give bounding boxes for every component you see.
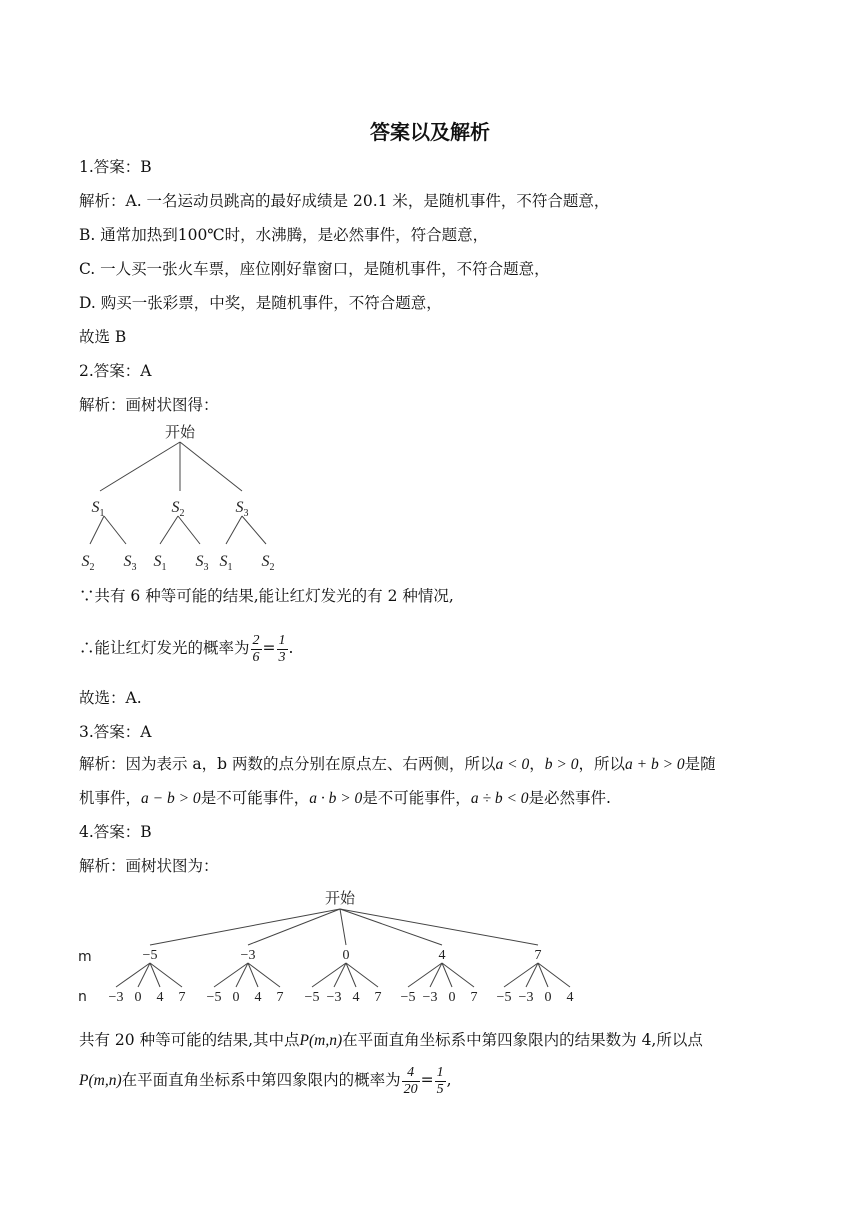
q3-text: 是必然事件.	[528, 789, 611, 807]
q4-frac2-den: 5	[436, 1081, 444, 1097]
q1-option-c: C. 一人买一张火车票，座位刚好靠窗口，是随机事件，不符合题意，	[79, 260, 550, 278]
q2-line-1: ∵共有 6 种等可能的结果,能让红灯发光的有 2 种情况,	[79, 587, 454, 605]
q2-fraction-2	[277, 633, 288, 666]
q2-frac2-den: 3	[278, 649, 286, 665]
q1-option-b: B. 通常加热到100℃时，水沸腾，是必然事件，符合题意，	[79, 226, 489, 244]
q2-probability-prefix: ∴能让红灯发光的概率为	[79, 639, 250, 657]
q3-expr: a + b > 0	[625, 756, 685, 773]
q4-text: 在平面直角坐标系中第四象限内的结果数为 4,所以点	[342, 1031, 703, 1049]
q4-fraction-2	[435, 1065, 446, 1098]
q4-line-2	[79, 1062, 452, 1099]
q4-tree-leaf-n: −3	[422, 990, 438, 1005]
q2-intro: 解析：画树状图得：	[79, 396, 219, 414]
q2-tree-leaf: $S_1$	[153, 553, 167, 573]
q4-frac1-num: 4	[402, 1065, 420, 1082]
q3-text: ，	[529, 755, 545, 773]
q3-text: ，所以	[578, 755, 625, 773]
q2-tree-leaf: $S_3$	[123, 553, 137, 573]
q3-text: 是不可能事件，	[362, 789, 471, 807]
q4-frac1-den: 20	[403, 1081, 418, 1097]
q4-tree-diagram	[70, 885, 590, 1010]
q4-tree-leaf-n: 4	[566, 990, 574, 1005]
q4-tree-leaf-n: 7	[470, 990, 478, 1005]
q4-tree-leaf-n: −3	[518, 990, 534, 1005]
q2-equals: =	[262, 639, 276, 657]
q4-tree-leaf-n: 4	[352, 990, 360, 1005]
q1-answer: 1.答案：B	[79, 158, 152, 176]
q4-tree-node-m: −3	[240, 948, 256, 963]
q4-tree-node-m: 4	[438, 948, 446, 963]
q2-frac1-den: 6	[252, 649, 260, 665]
q4-row-label-n: n	[78, 989, 87, 1005]
q2-tree-node-s2: $S_2$	[171, 499, 185, 519]
q2-tree-leaf: $S_2$	[81, 553, 95, 573]
q2-period: .	[288, 639, 294, 657]
q3-analysis-line-1	[79, 754, 716, 775]
q4-tree-leaf-n: −5	[304, 990, 320, 1005]
q4-tree-leaf-n: −5	[496, 990, 512, 1005]
q2-tree-leaf: $S_3$	[195, 553, 209, 573]
q4-fraction-1	[402, 1065, 420, 1098]
q2-probability-line	[79, 630, 293, 666]
q3-text: 是随	[684, 755, 716, 773]
q4-intro: 解析：画树状图为：	[79, 857, 219, 875]
q1-conclusion: 故选 B	[79, 328, 127, 346]
q2-tree-leaf: $S_1$	[219, 553, 233, 573]
q2-tree-node-s1: $S_1$	[91, 499, 105, 519]
q4-line-1	[79, 1030, 703, 1051]
q4-tree-leaf-n: −3	[108, 990, 124, 1005]
q4-tree-leaf-n: 7	[276, 990, 284, 1005]
q4-row-label-m: m	[78, 949, 92, 965]
q4-tree-leaf-n: −5	[400, 990, 416, 1005]
q4-tree-leaf-n: −5	[206, 990, 222, 1005]
q3-text: 解析：因为表示 a，b 两数的点分别在原点左、右两侧，所以	[79, 755, 496, 773]
q4-tree-leaf-n: 4	[254, 990, 262, 1005]
q4-text: 共有 20 种等可能的结果,其中点	[79, 1031, 300, 1049]
q4-tree-node-m: 0	[342, 948, 350, 963]
q4-point-expr: P(m,n)	[79, 1072, 122, 1089]
q4-tree-leaf-n: 7	[178, 990, 186, 1005]
q3-text: 是不可能事件，	[200, 789, 310, 807]
q3-expr: a ÷ b < 0	[470, 790, 529, 807]
q4-frac2-num: 1	[436, 1064, 444, 1080]
q4-tree-leaf-n: −3	[326, 990, 342, 1005]
q2-conclusion: 故选：A.	[79, 689, 142, 707]
q4-tree-root: 开始	[324, 889, 356, 907]
q4-tree-leaf-n: 0	[448, 990, 456, 1005]
q2-frac1-num: 2	[252, 632, 260, 648]
q4-tree-leaf-n: 0	[544, 990, 552, 1005]
q2-tree-diagram	[70, 418, 300, 578]
q1-analysis-a: 解析：A. 一名运动员跳高的最好成绩是 20.1 米，是随机事件，不符合题意，	[79, 192, 610, 210]
q2-tree-leaf: $S_2$	[261, 553, 275, 573]
q3-text: 机事件，	[79, 789, 142, 807]
q2-tree-node-s3: $S_3$	[235, 499, 249, 519]
q4-tree-leaf-n: 0	[232, 990, 240, 1005]
q2-answer: 2.答案：A	[79, 362, 152, 380]
q3-expr: a < 0	[495, 756, 530, 773]
q4-tree-node-m: −5	[142, 948, 158, 963]
q3-answer: 3.答案：A	[79, 723, 152, 741]
q4-tree-leaf-n: 0	[134, 990, 142, 1005]
q4-tree-leaf-n: 7	[374, 990, 382, 1005]
q4-comma: ,	[446, 1071, 452, 1089]
q3-analysis-line-2	[79, 788, 611, 809]
page-title: 答案以及解析	[370, 120, 490, 144]
q4-text: 在平面直角坐标系中第四象限内的概率为	[121, 1071, 401, 1089]
q4-tree-leaf-n: 4	[156, 990, 164, 1005]
q2-frac2-num: 1	[278, 632, 286, 648]
q2-tree-root: 开始	[164, 423, 196, 441]
q3-expr: a − b > 0	[141, 790, 201, 807]
q4-answer: 4.答案：B	[79, 823, 152, 841]
q2-fraction-1	[251, 633, 262, 666]
q3-expr: a · b > 0	[309, 790, 363, 807]
q4-point-expr: P(m,n)	[299, 1032, 343, 1049]
q1-option-d: D. 购买一张彩票，中奖，是随机事件，不符合题意，	[79, 294, 442, 312]
q3-expr: b > 0	[544, 756, 579, 773]
q4-tree-node-m: 7	[534, 948, 542, 963]
q4-equals: =	[420, 1071, 434, 1089]
